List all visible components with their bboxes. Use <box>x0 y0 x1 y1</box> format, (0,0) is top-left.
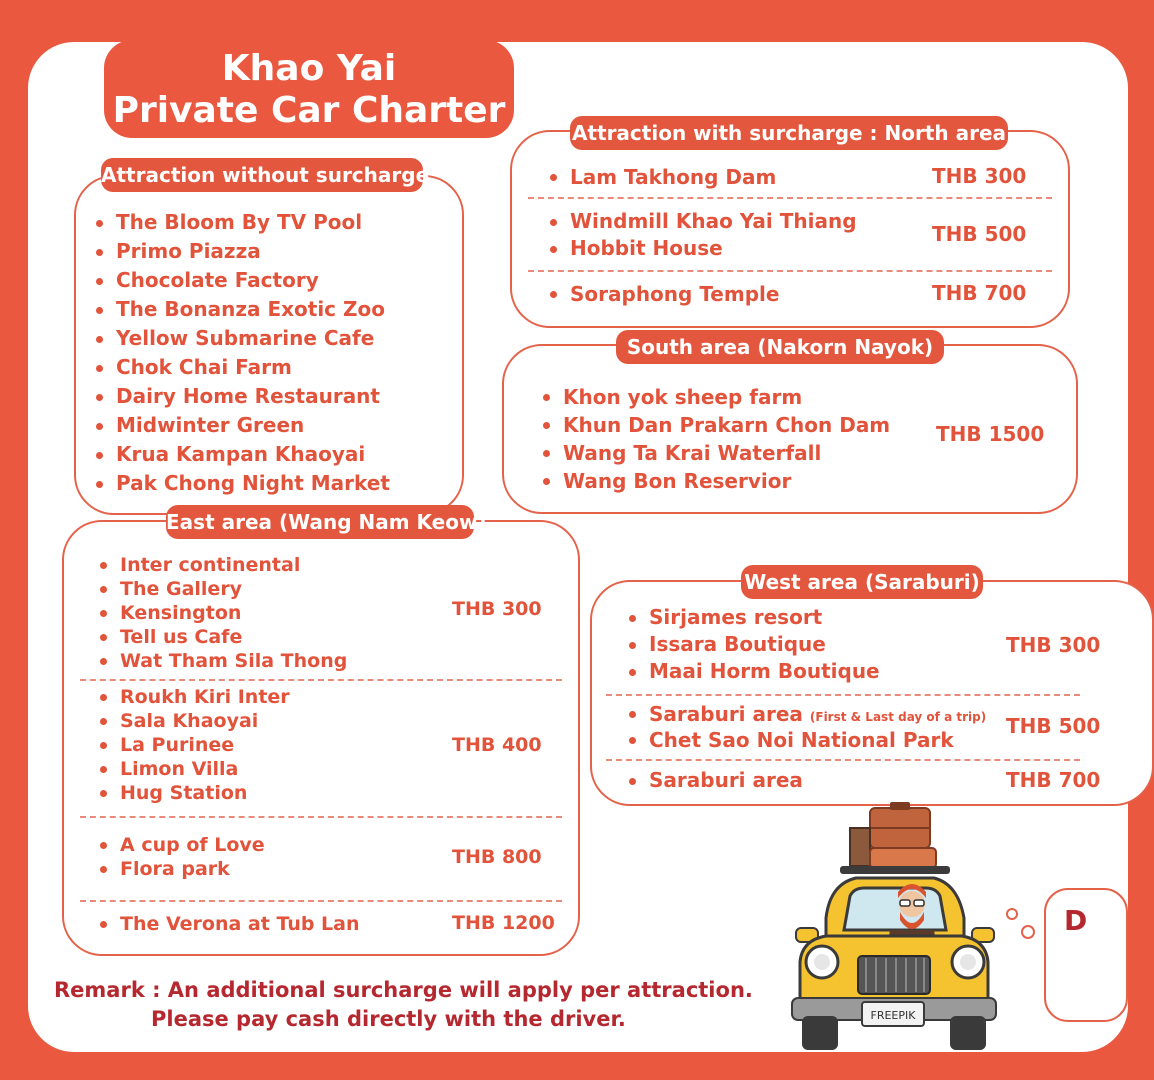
north-price-3: THB 700 <box>932 281 1027 305</box>
list-item: A cup of Love <box>98 833 265 857</box>
list-item: Chocolate Factory <box>94 266 390 295</box>
taxi-illustration <box>786 800 1002 1056</box>
north-price-1: THB 300 <box>932 164 1027 188</box>
list-item: The Bonanza Exotic Zoo <box>94 295 390 324</box>
license-plate: FREEPIK <box>870 1009 916 1022</box>
east-price-3: THB 800 <box>452 846 542 868</box>
east-group-3 <box>98 833 265 881</box>
list-item: Limon Villa <box>98 757 290 781</box>
list-item: Flora park <box>98 857 265 881</box>
divider <box>528 197 1052 199</box>
divider <box>80 816 562 818</box>
remark: Remark : An additional surcharge will apply per attraction. Please pay cash directly with the driver. <box>54 978 753 1031</box>
north-group-2 <box>548 208 857 262</box>
bubbles-icon <box>1004 906 1040 942</box>
east-group-4 <box>98 912 360 936</box>
south-price: THB 1500 <box>936 422 1045 446</box>
north-group-1 <box>548 163 776 191</box>
list-item: The Verona at Tub Lan <box>98 912 360 936</box>
page-title: Khao Yai Private Car Charter <box>104 40 514 138</box>
divider <box>606 694 1080 696</box>
list-item: Maai Horm Boutique <box>627 658 880 685</box>
east-area-label: East area (Wang Nam Keow) <box>166 505 474 539</box>
west-area-label: West area (Saraburi) <box>741 565 983 599</box>
list-item: Chok Chai Farm <box>94 353 390 382</box>
list-item: Pak Chong Night Market <box>94 469 390 498</box>
list-item: Krua Kampan Khaoyai <box>94 440 390 469</box>
west-price-1: THB 300 <box>1006 633 1101 657</box>
list-item: Khon yok sheep farm <box>541 383 890 411</box>
list-item: La Purinee <box>98 733 290 757</box>
list-item: Wat Tham Sila Thong <box>98 649 347 673</box>
list-item: Kensington <box>98 601 347 625</box>
east-group-2 <box>98 685 290 805</box>
trip-note: (First & Last day of a trip) <box>809 710 987 724</box>
east-price-1: THB 300 <box>452 598 542 620</box>
west-price-2: THB 500 <box>1006 714 1101 738</box>
north-price-2: THB 500 <box>932 222 1027 246</box>
no-surcharge-list <box>94 208 390 498</box>
divider <box>528 270 1052 272</box>
list-item: Hobbit House <box>548 235 857 262</box>
list-item: Hug Station <box>98 781 290 805</box>
list-item: Wang Bon Reservior <box>541 467 890 495</box>
no-surcharge-label: Attraction without surcharge <box>101 158 423 192</box>
list-item: Windmill Khao Yai Thiang <box>548 208 857 235</box>
list-item: Issara Boutique <box>627 631 880 658</box>
west-group-3 <box>627 767 803 794</box>
list-item: The Gallery <box>98 577 347 601</box>
list-item: Sala Khaoyai <box>98 709 290 733</box>
south-list <box>541 383 890 495</box>
list-item: Roukh Kiri Inter <box>98 685 290 709</box>
north-area-label: Attraction with surcharge : North area <box>570 116 1008 150</box>
divider <box>80 900 562 902</box>
list-item: Chet Sao Noi National Park <box>627 727 986 753</box>
list-item: Soraphong Temple <box>548 280 779 308</box>
divider <box>80 679 562 681</box>
list-item: Tell us Cafe <box>98 625 347 649</box>
divider <box>606 759 1080 761</box>
east-group-1 <box>98 553 347 673</box>
east-price-4: THB 1200 <box>452 912 555 934</box>
north-group-3 <box>548 280 779 308</box>
list-item: The Bloom By TV Pool <box>94 208 390 237</box>
list-item: Saraburi area (First & Last day of a trip) <box>627 701 986 727</box>
south-area-label: South area (Nakorn Nayok) <box>616 330 944 364</box>
list-item: Khun Dan Prakarn Chon Dam <box>541 411 890 439</box>
list-item: Wang Ta Krai Waterfall <box>541 439 890 467</box>
east-price-2: THB 400 <box>452 734 542 756</box>
list-item: Midwinter Green <box>94 411 390 440</box>
list-item: Lam Takhong Dam <box>548 163 776 191</box>
list-item: Sirjames resort <box>627 604 880 631</box>
list-item: Inter continental <box>98 553 347 577</box>
west-price-3: THB 700 <box>1006 768 1101 792</box>
west-group-2 <box>627 701 986 753</box>
partial-box: D <box>1044 888 1128 1022</box>
list-item: Saraburi area <box>627 767 803 794</box>
list-item: Yellow Submarine Cafe <box>94 324 390 353</box>
west-group-1 <box>627 604 880 685</box>
list-item: Dairy Home Restaurant <box>94 382 390 411</box>
list-item: Primo Piazza <box>94 237 390 266</box>
